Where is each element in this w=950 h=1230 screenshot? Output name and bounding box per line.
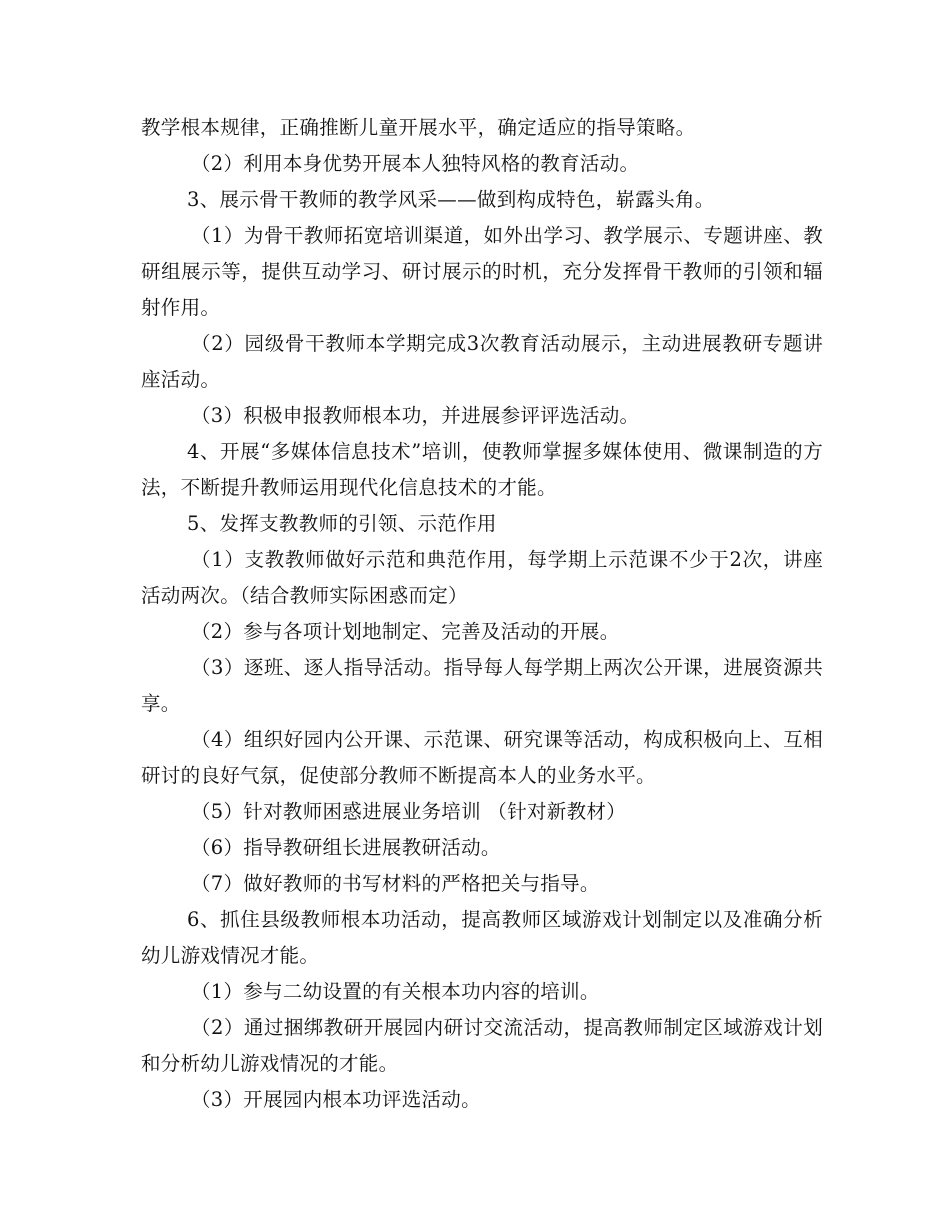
paragraph-section-5-heading: 5、发挥支教教师的引领、示范作用 — [187, 512, 497, 535]
paragraph-section-6-item-1: （1）参与二幼设置的有关根本功内容的培训。 — [191, 980, 600, 1003]
paragraph-section-6-item-3: （3）开展园内根本功评选活动。 — [191, 1088, 481, 1111]
paragraph-section-3-item-1: （1）为骨干教师拓宽培训渠道，如外出学习、教学展示、专题讲座、教研组展示等，提供互动学习、研讨展示的时机，充分发挥骨干教师的引领和辐射作用。 — [141, 224, 823, 319]
paragraph-section-3-heading: 3、展示骨干教师的教学风采——做到构成特色，崭露头角。 — [187, 188, 715, 211]
paragraph-section-6-item-2: （2）通过捆绑教研开展园内研讨交流活动，提高教师制定区域游戏计划和分析幼儿游戏情况的才能。 — [141, 1016, 823, 1075]
paragraph-section-6-heading: 6、抓住县级教师根本功活动，提高教师区域游戏计划制定以及准确分析幼儿游戏情况才能。 — [141, 908, 823, 967]
paragraph-section-5-item-2: （2）参与各项计划地制定、完善及活动的开展。 — [191, 620, 620, 643]
paragraph-section-5-item-4: （4）组织好园内公开课、示范课、研究课等活动，构成积极向上、互相研讨的良好气氛，促使部分教师不断提高本人的业务水平。 — [141, 728, 823, 787]
paragraph-section-3-item-2: （2）园级骨干教师本学期完成3次教育活动展示，主动进展教研专题讲座活动。 — [141, 332, 823, 391]
paragraph-section-3-item-3: （3）积极申报教师根本功，并进展参评评选活动。 — [191, 404, 640, 427]
paragraph-section-4-heading: 4、开展“多媒体信息技术”培训，使教师掌握多媒体使用、微课制造的方法，不断提升教师运用现代化信息技术的才能。 — [141, 440, 823, 499]
paragraph-section-5-item-5: （5）针对教师困惑进展业务培训 （针对新教材） — [191, 800, 627, 823]
paragraph-section-5-item-7: （7）做好教师的书写材料的严格把关与指导。 — [191, 872, 600, 895]
paragraph-section-5-item-6: （6）指导教研组长进展教研活动。 — [191, 836, 501, 859]
paragraph-item-2-use-strengths: （2）利用本身优势开展本人独特风格的教育活动。 — [191, 152, 640, 175]
document-body — [141, 110, 823, 1118]
paragraph-section-5-item-1: （1）支教教师做好示范和典范作用，每学期上示范课不少于2次，讲座活动两次。（结合教师实际困惑而定） — [141, 548, 823, 607]
paragraph-section-5-item-3: （3）逐班、逐人指导活动。指导每人每学期上两次公开课，进展资源共享。 — [141, 656, 823, 715]
paragraph-continuation: 教学根本规律，正确推断儿童开展水平，确定适应的指导策略。 — [141, 116, 696, 139]
